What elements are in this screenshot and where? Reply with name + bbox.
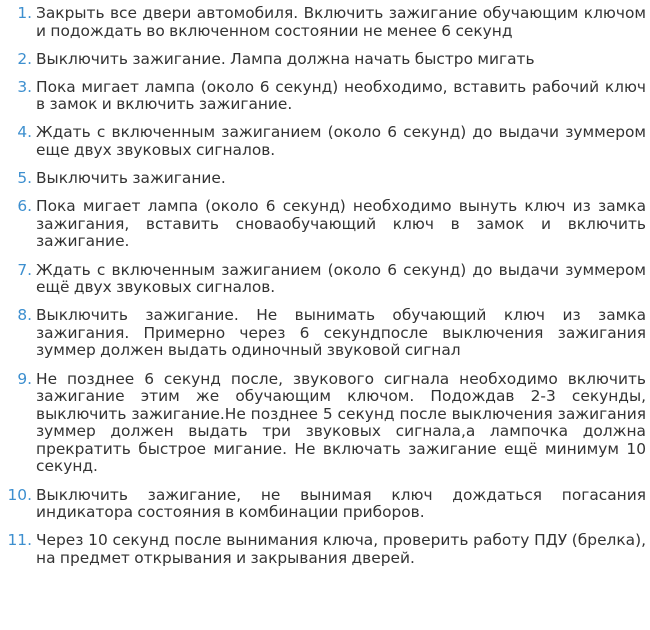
step-item	[0, 170, 646, 188]
step-number: 3.	[17, 77, 32, 96]
step-text: Не позднее 6 секунд после, звукового сигнала необходимо включить зажигание этим же обучающим ключом. Подождав 2-3 секунды, выключить зажигание.Не позднее 5 секунд после выключения зажигания зуммер должен выдать три звуковых сигнала,а лампочка должна прекратить быстрое мигание. Не включать зажигание ещё минимум 10 секунд.	[36, 369, 646, 476]
step-number: 8.	[17, 306, 32, 325]
step-number: 5.	[17, 169, 32, 188]
step-number: 11.	[7, 531, 32, 550]
step-text: Выключить зажигание, не вынимая ключ дождаться погасания индикатора состояния в комбинации приборов.	[36, 485, 646, 522]
step-text: Пока мигает лампа (около 6 секунд) необходимо вынуть ключ из замка зажигания, вставить сноваобучающий ключ в замок и включить зажигание.	[36, 197, 646, 251]
step-number: 10.	[7, 485, 32, 504]
step-text: Выключить зажигание. Лампа должна начать быстро мигать	[36, 49, 535, 68]
step-item	[0, 79, 646, 114]
step-item	[0, 307, 646, 360]
step-number: 4.	[17, 123, 32, 142]
step-number: 6.	[17, 197, 32, 216]
step-text: Выключить зажигание.	[36, 169, 226, 188]
step-item	[0, 262, 646, 297]
steps-list	[0, 5, 646, 567]
step-text: Ждать с включенным зажиганием (около 6 секунд) до выдачи зуммером еще двух звуковых сигналов.	[36, 123, 646, 160]
step-text: Ждать с включенным зажиганием (около 6 секунд) до выдачи зуммером ещё двух звуковых сигналов.	[36, 260, 646, 297]
step-text: Пока мигает лампа (около 6 секунд) необходимо, вставить рабочий ключ в замок и включить зажигание.	[36, 77, 646, 114]
step-item	[0, 487, 646, 522]
step-item	[0, 371, 646, 477]
step-text: Закрыть все двери автомобиля. Включить зажигание обучающим ключом и подождать во включенном состоянии не менее 6 секунд	[36, 4, 646, 40]
step-item	[0, 124, 646, 159]
step-number: 9.	[17, 369, 32, 388]
step-item	[0, 198, 646, 251]
step-number: 1.	[17, 4, 32, 22]
step-number: 7.	[17, 260, 32, 279]
step-item	[0, 5, 646, 40]
step-item	[0, 532, 646, 567]
step-number: 2.	[17, 49, 32, 68]
step-item	[0, 51, 646, 69]
step-text: Через 10 секунд после вынимания ключа, проверить работу ПДУ (брелка), на предмет открывания и закрывания дверей.	[36, 531, 646, 567]
step-text: Выключить зажигание. Не вынимать обучающий ключ из замка зажигания. Примерно через 6 секундпосле выключения зажигания зуммер должен выдать одиночный звуковой сигнал	[36, 306, 646, 360]
